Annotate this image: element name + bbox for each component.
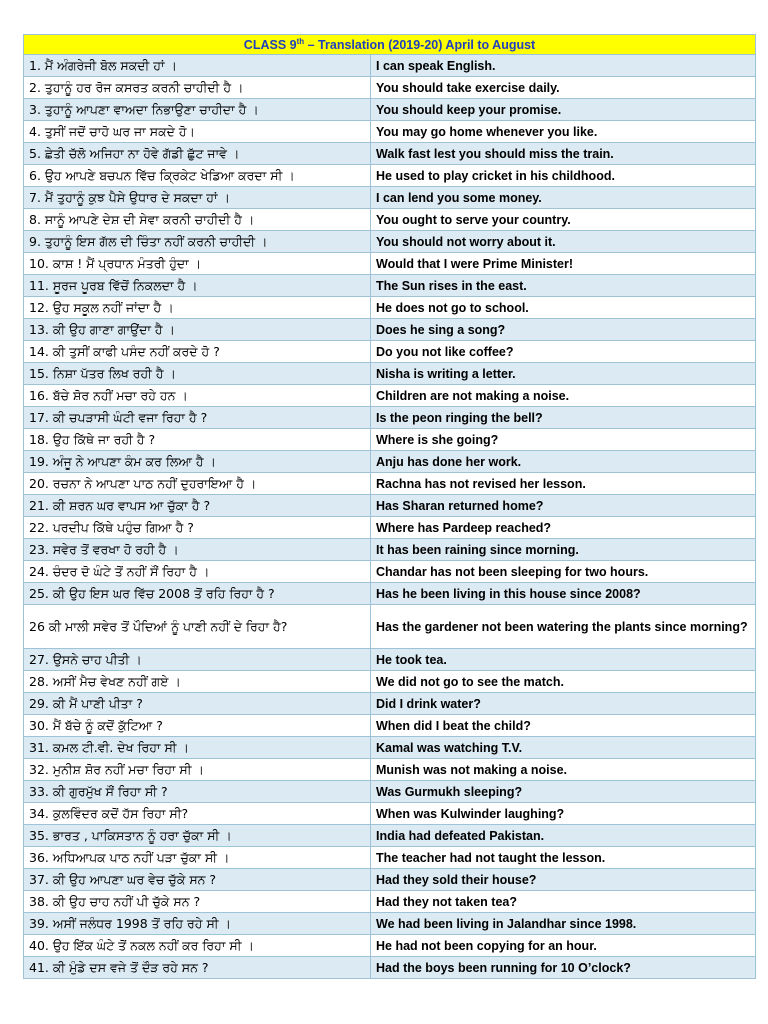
table-row	[24, 451, 756, 473]
english-translation: India had defeated Pakistan.	[371, 825, 756, 847]
table-row	[24, 297, 756, 319]
punjabi-sentence: 18. ਉਹ ਕਿੱਥੇ ਜਾ ਰਹੀ ਹੈ ?	[24, 429, 371, 451]
punjabi-sentence: 34. ਕੁਲਵਿੰਦਰ ਕਦੋਂ ਹੱਸ ਰਿਹਾ ਸੀ?	[24, 803, 371, 825]
english-translation: Kamal was watching T.V.	[371, 737, 756, 759]
punjabi-sentence: 30. ਮੈਂ ਬੱਚੇ ਨੂੰ ਕਦੋਂ ਕੁੱਟਿਆ ?	[24, 715, 371, 737]
title-superscript: th	[296, 36, 305, 46]
punjabi-sentence: 1. ਮੈਂ ਅੰਗਰੇਜੀ ਬੋਲ ਸਕਦੀ ਹਾਂ ।	[24, 55, 371, 77]
punjabi-sentence: 8. ਸਾਨੂੰ ਆਪਣੇ ਦੇਸ਼ ਦੀ ਸੇਵਾ ਕਰਨੀ ਚਾਹੀਦੀ ਹੈ ।	[24, 209, 371, 231]
punjabi-sentence: 27. ਉਸਨੇ ਚਾਹ ਪੀਤੀ ।	[24, 649, 371, 671]
punjabi-sentence: 32. ਮੁਨੀਸ਼ ਸ਼ੋਰ ਨਹੀਂ ਮਚਾ ਰਿਹਾ ਸੀ ।	[24, 759, 371, 781]
english-translation: Did I drink water?	[371, 693, 756, 715]
english-translation: Would that I were Prime Minister!	[371, 253, 756, 275]
table-row	[24, 495, 756, 517]
table-row	[24, 275, 756, 297]
english-translation: Anju has done her work.	[371, 451, 756, 473]
punjabi-sentence: 15. ਨਿਸ਼ਾ ਪੱਤਰ ਲਿਖ ਰਹੀ ਹੈ ।	[24, 363, 371, 385]
table-row	[24, 231, 756, 253]
punjabi-sentence: 36. ਅਧਿਆਪਕ ਪਾਠ ਨਹੀਂ ਪੜਾ ਚੁੱਕਾ ਸੀ ।	[24, 847, 371, 869]
english-translation: Has the gardener not been watering the plants since morning?	[371, 605, 756, 649]
punjabi-sentence: 2. ਤੁਹਾਨੂੰ ਹਰ ਰੋਜ ਕਸਰਤ ਕਰਨੀ ਚਾਹੀਦੀ ਹੈ ।	[24, 77, 371, 99]
table-row	[24, 165, 756, 187]
punjabi-sentence: 38. ਕੀ ਉਹ ਚਾਹ ਨਹੀਂ ਪੀ ਚੁੱਕੇ ਸਨ ?	[24, 891, 371, 913]
punjabi-sentence: 19. ਅੰਜੂ ਨੇ ਆਪਣਾ ਕੰਮ ਕਰ ਲਿਆ ਹੈ ।	[24, 451, 371, 473]
punjabi-sentence: 14. ਕੀ ਤੁਸੀਂ ਕਾਫੀ ਪਸੰਦ ਨਹੀਂ ਕਰਦੇ ਹੋ ?	[24, 341, 371, 363]
table-row	[24, 209, 756, 231]
english-translation: Munish was not making a noise.	[371, 759, 756, 781]
punjabi-sentence: 7. ਮੈਂ ਤੁਹਾਨੂੰ ਕੁਝ ਪੈਸੇ ਉਧਾਰ ਦੇ ਸਕਦਾ ਹਾਂ ।	[24, 187, 371, 209]
table-row	[24, 55, 756, 77]
table-row	[24, 825, 756, 847]
punjabi-sentence: 22. ਪਰਦੀਪ ਕਿੱਥੇ ਪਹੁੰਚ ਗਿਆ ਹੈ ?	[24, 517, 371, 539]
table-title	[24, 35, 756, 55]
table-row	[24, 99, 756, 121]
table-row	[24, 737, 756, 759]
english-translation: Does he sing a song?	[371, 319, 756, 341]
punjabi-sentence: 11. ਸੂਰਜ ਪੂਰਬ ਵਿੱਚੋਂ ਨਿਕਲਦਾ ਹੈ ।	[24, 275, 371, 297]
english-translation: The teacher had not taught the lesson.	[371, 847, 756, 869]
punjabi-sentence: 10. ਕਾਸ਼ ! ਮੈਂ ਪ੍ਰਧਾਨ ਮੰਤਰੀ ਹੁੰਦਾ ।	[24, 253, 371, 275]
english-translation: Was Gurmukh sleeping?	[371, 781, 756, 803]
punjabi-sentence: 9. ਤੁਹਾਨੂੰ ਇਸ ਗੱਲ ਦੀ ਚਿੰਤਾ ਨਹੀਂ ਕਰਨੀ ਚਾਹੀਦੀ ।	[24, 231, 371, 253]
english-translation: Nisha is writing a letter.	[371, 363, 756, 385]
english-translation: You should keep your promise.	[371, 99, 756, 121]
english-translation: I can lend you some money.	[371, 187, 756, 209]
table-row	[24, 913, 756, 935]
english-translation: We had been living in Jalandhar since 1998.	[371, 913, 756, 935]
english-translation: Had they not taken tea?	[371, 891, 756, 913]
english-translation: You should take exercise daily.	[371, 77, 756, 99]
table-row	[24, 429, 756, 451]
english-translation: He used to play cricket in his childhood.	[371, 165, 756, 187]
table-row	[24, 385, 756, 407]
table-row	[24, 781, 756, 803]
table-row	[24, 253, 756, 275]
punjabi-sentence: 29. ਕੀ ਮੈਂ ਪਾਣੀ ਪੀਤਾ ?	[24, 693, 371, 715]
punjabi-sentence: 4. ਤੁਸੀਂ ਜਦੋਂ ਚਾਹੋ ਘਰ ਜਾ ਸਕਦੇ ਹੋ।	[24, 121, 371, 143]
english-translation: You may go home whenever you like.	[371, 121, 756, 143]
table-row	[24, 693, 756, 715]
table-row	[24, 935, 756, 957]
punjabi-sentence: 16. ਬੱਚੇ ਸ਼ੋਰ ਨਹੀਂ ਮਚਾ ਰਹੇ ਹਨ ।	[24, 385, 371, 407]
english-translation: Walk fast lest you should miss the train.	[371, 143, 756, 165]
table-row	[24, 517, 756, 539]
punjabi-sentence: 3. ਤੁਹਾਨੂੰ ਆਪਣਾ ਵਾਅਦਾ ਨਿਭਾਉਣਾ ਚਾਹੀਦਾ ਹੈ ।	[24, 99, 371, 121]
english-translation: When was Kulwinder laughing?	[371, 803, 756, 825]
punjabi-sentence: 40. ਉਹ ਇੱਕ ਘੰਟੇ ਤੋਂ ਨਕਲ ਨਹੀਂ ਕਰ ਰਿਹਾ ਸੀ ।	[24, 935, 371, 957]
table-row	[24, 671, 756, 693]
english-translation: When did I beat the child?	[371, 715, 756, 737]
punjabi-sentence: 41. ਕੀ ਮੁੰਡੇ ਦਸ ਵਜੇ ਤੋਂ ਦੌੜ ਰਹੇ ਸਨ ?	[24, 957, 371, 979]
english-translation: He had not been copying for an hour.	[371, 935, 756, 957]
table-row	[24, 77, 756, 99]
table-row	[24, 605, 756, 649]
english-translation: You should not worry about it.	[371, 231, 756, 253]
punjabi-sentence: 5. ਛੇਤੀ ਚੱਲੋ ਅਜਿਹਾ ਨਾ ਹੋਵੇ ਗੱਡੀ ਛੁੱਟ ਜਾਵੇ ।	[24, 143, 371, 165]
table-row	[24, 121, 756, 143]
english-translation: It has been raining since morning.	[371, 539, 756, 561]
punjabi-sentence: 20. ਰਚਨਾ ਨੇ ਆਪਣਾ ਪਾਠ ਨਹੀਂ ਦੁਹਰਾਇਆ ਹੈ ।	[24, 473, 371, 495]
english-translation: Do you not like coffee?	[371, 341, 756, 363]
title-rest: – Translation (2019-20) April to August	[304, 38, 536, 53]
english-translation: He took tea.	[371, 649, 756, 671]
table-row	[24, 847, 756, 869]
table-row	[24, 319, 756, 341]
english-translation: Where is she going?	[371, 429, 756, 451]
table-row	[24, 143, 756, 165]
english-translation: Rachna has not revised her lesson.	[371, 473, 756, 495]
punjabi-sentence: 12. ਉਹ ਸਕੂਲ ਨਹੀਂ ਜਾਂਦਾ ਹੈ ।	[24, 297, 371, 319]
title-prefix: CLASS 9	[243, 38, 297, 53]
table-row	[24, 957, 756, 979]
english-translation: I can speak English.	[371, 55, 756, 77]
punjabi-sentence: 26 ਕੀ ਮਾਲੀ ਸਵੇਰ ਤੋਂ ਪੌਦਿਆਂ ਨੂੰ ਪਾਣੀ ਨਹੀਂ ਦੇ ਰਿਹਾ ਹੈ?	[24, 605, 371, 649]
english-translation: Chandar has not been sleeping for two hours.	[371, 561, 756, 583]
table-row	[24, 407, 756, 429]
english-translation: Children are not making a noise.	[371, 385, 756, 407]
title-row	[24, 35, 756, 55]
table-row	[24, 649, 756, 671]
punjabi-sentence: 35. ਭਾਰਤ , ਪਾਕਿਸਤਾਨ ਨੂੰ ਹਰਾ ਚੁੱਕਾ ਸੀ ।	[24, 825, 371, 847]
table-row	[24, 363, 756, 385]
punjabi-sentence: 23. ਸਵੇਰ ਤੋਂ ਵਰਖਾ ਹੋ ਰਹੀ ਹੈ ।	[24, 539, 371, 561]
table-row	[24, 869, 756, 891]
table-row	[24, 759, 756, 781]
punjabi-sentence: 21. ਕੀ ਸ਼ਰਨ ਘਰ ਵਾਪਸ ਆ ਚੁੱਕਾ ਹੈ ?	[24, 495, 371, 517]
table-row	[24, 539, 756, 561]
table-row	[24, 891, 756, 913]
table-row	[24, 803, 756, 825]
table-row	[24, 341, 756, 363]
table-row	[24, 583, 756, 605]
translation-table	[23, 34, 756, 979]
punjabi-sentence: 24. ਚੰਦਰ ਦੋ ਘੰਟੇ ਤੋਂ ਨਹੀਂ ਸੌਂ ਰਿਹਾ ਹੈ ।	[24, 561, 371, 583]
punjabi-sentence: 13. ਕੀ ਉਹ ਗਾਣਾ ਗਾਉਂਦਾ ਹੈ ।	[24, 319, 371, 341]
table-row	[24, 715, 756, 737]
english-translation: Has Sharan returned home?	[371, 495, 756, 517]
punjabi-sentence: 6. ਉਹ ਆਪਣੇ ਬਚਪਨ ਵਿੱਚ ਕ੍ਰਿਕੇਟ ਖੇਡਿਆ ਕਰਦਾ ਸੀ ।	[24, 165, 371, 187]
punjabi-sentence: 25. ਕੀ ਉਹ ਇਸ ਘਰ ਵਿੱਚ 2008 ਤੋਂ ਰਹਿ ਰਿਹਾ ਹੈ ?	[24, 583, 371, 605]
english-translation: Had they sold their house?	[371, 869, 756, 891]
english-translation: We did not go to see the match.	[371, 671, 756, 693]
punjabi-sentence: 37. ਕੀ ਉਹ ਆਪਣਾ ਘਰ ਵੇਚ ਚੁੱਕੇ ਸਨ ?	[24, 869, 371, 891]
punjabi-sentence: 39. ਅਸੀਂ ਜਲੰਧਰ 1998 ਤੋਂ ਰਹਿ ਰਹੇ ਸੀ ।	[24, 913, 371, 935]
english-translation: Had the boys been running for 10 O’clock?	[371, 957, 756, 979]
table-row	[24, 561, 756, 583]
english-translation: The Sun rises in the east.	[371, 275, 756, 297]
punjabi-sentence: 31. ਕਮਲ ਟੀ.ਵੀ. ਦੇਖ ਰਿਹਾ ਸੀ ।	[24, 737, 371, 759]
english-translation: You ought to serve your country.	[371, 209, 756, 231]
punjabi-sentence: 33. ਕੀ ਗੁਰਮੁੱਖ ਸੌਂ ਰਿਹਾ ਸੀ ?	[24, 781, 371, 803]
english-translation: Has he been living in this house since 2008?	[371, 583, 756, 605]
table-row	[24, 187, 756, 209]
punjabi-sentence: 17. ਕੀ ਚਪੜਾਸੀ ਘੰਟੀ ਵਜਾ ਰਿਹਾ ਹੈ ?	[24, 407, 371, 429]
english-translation: Where has Pardeep reached?	[371, 517, 756, 539]
table-row	[24, 473, 756, 495]
english-translation: Is the peon ringing the bell?	[371, 407, 756, 429]
punjabi-sentence: 28. ਅਸੀਂ ਮੈਚ ਵੇਖਣ ਨਹੀਂ ਗਏ ।	[24, 671, 371, 693]
english-translation: He does not go to school.	[371, 297, 756, 319]
